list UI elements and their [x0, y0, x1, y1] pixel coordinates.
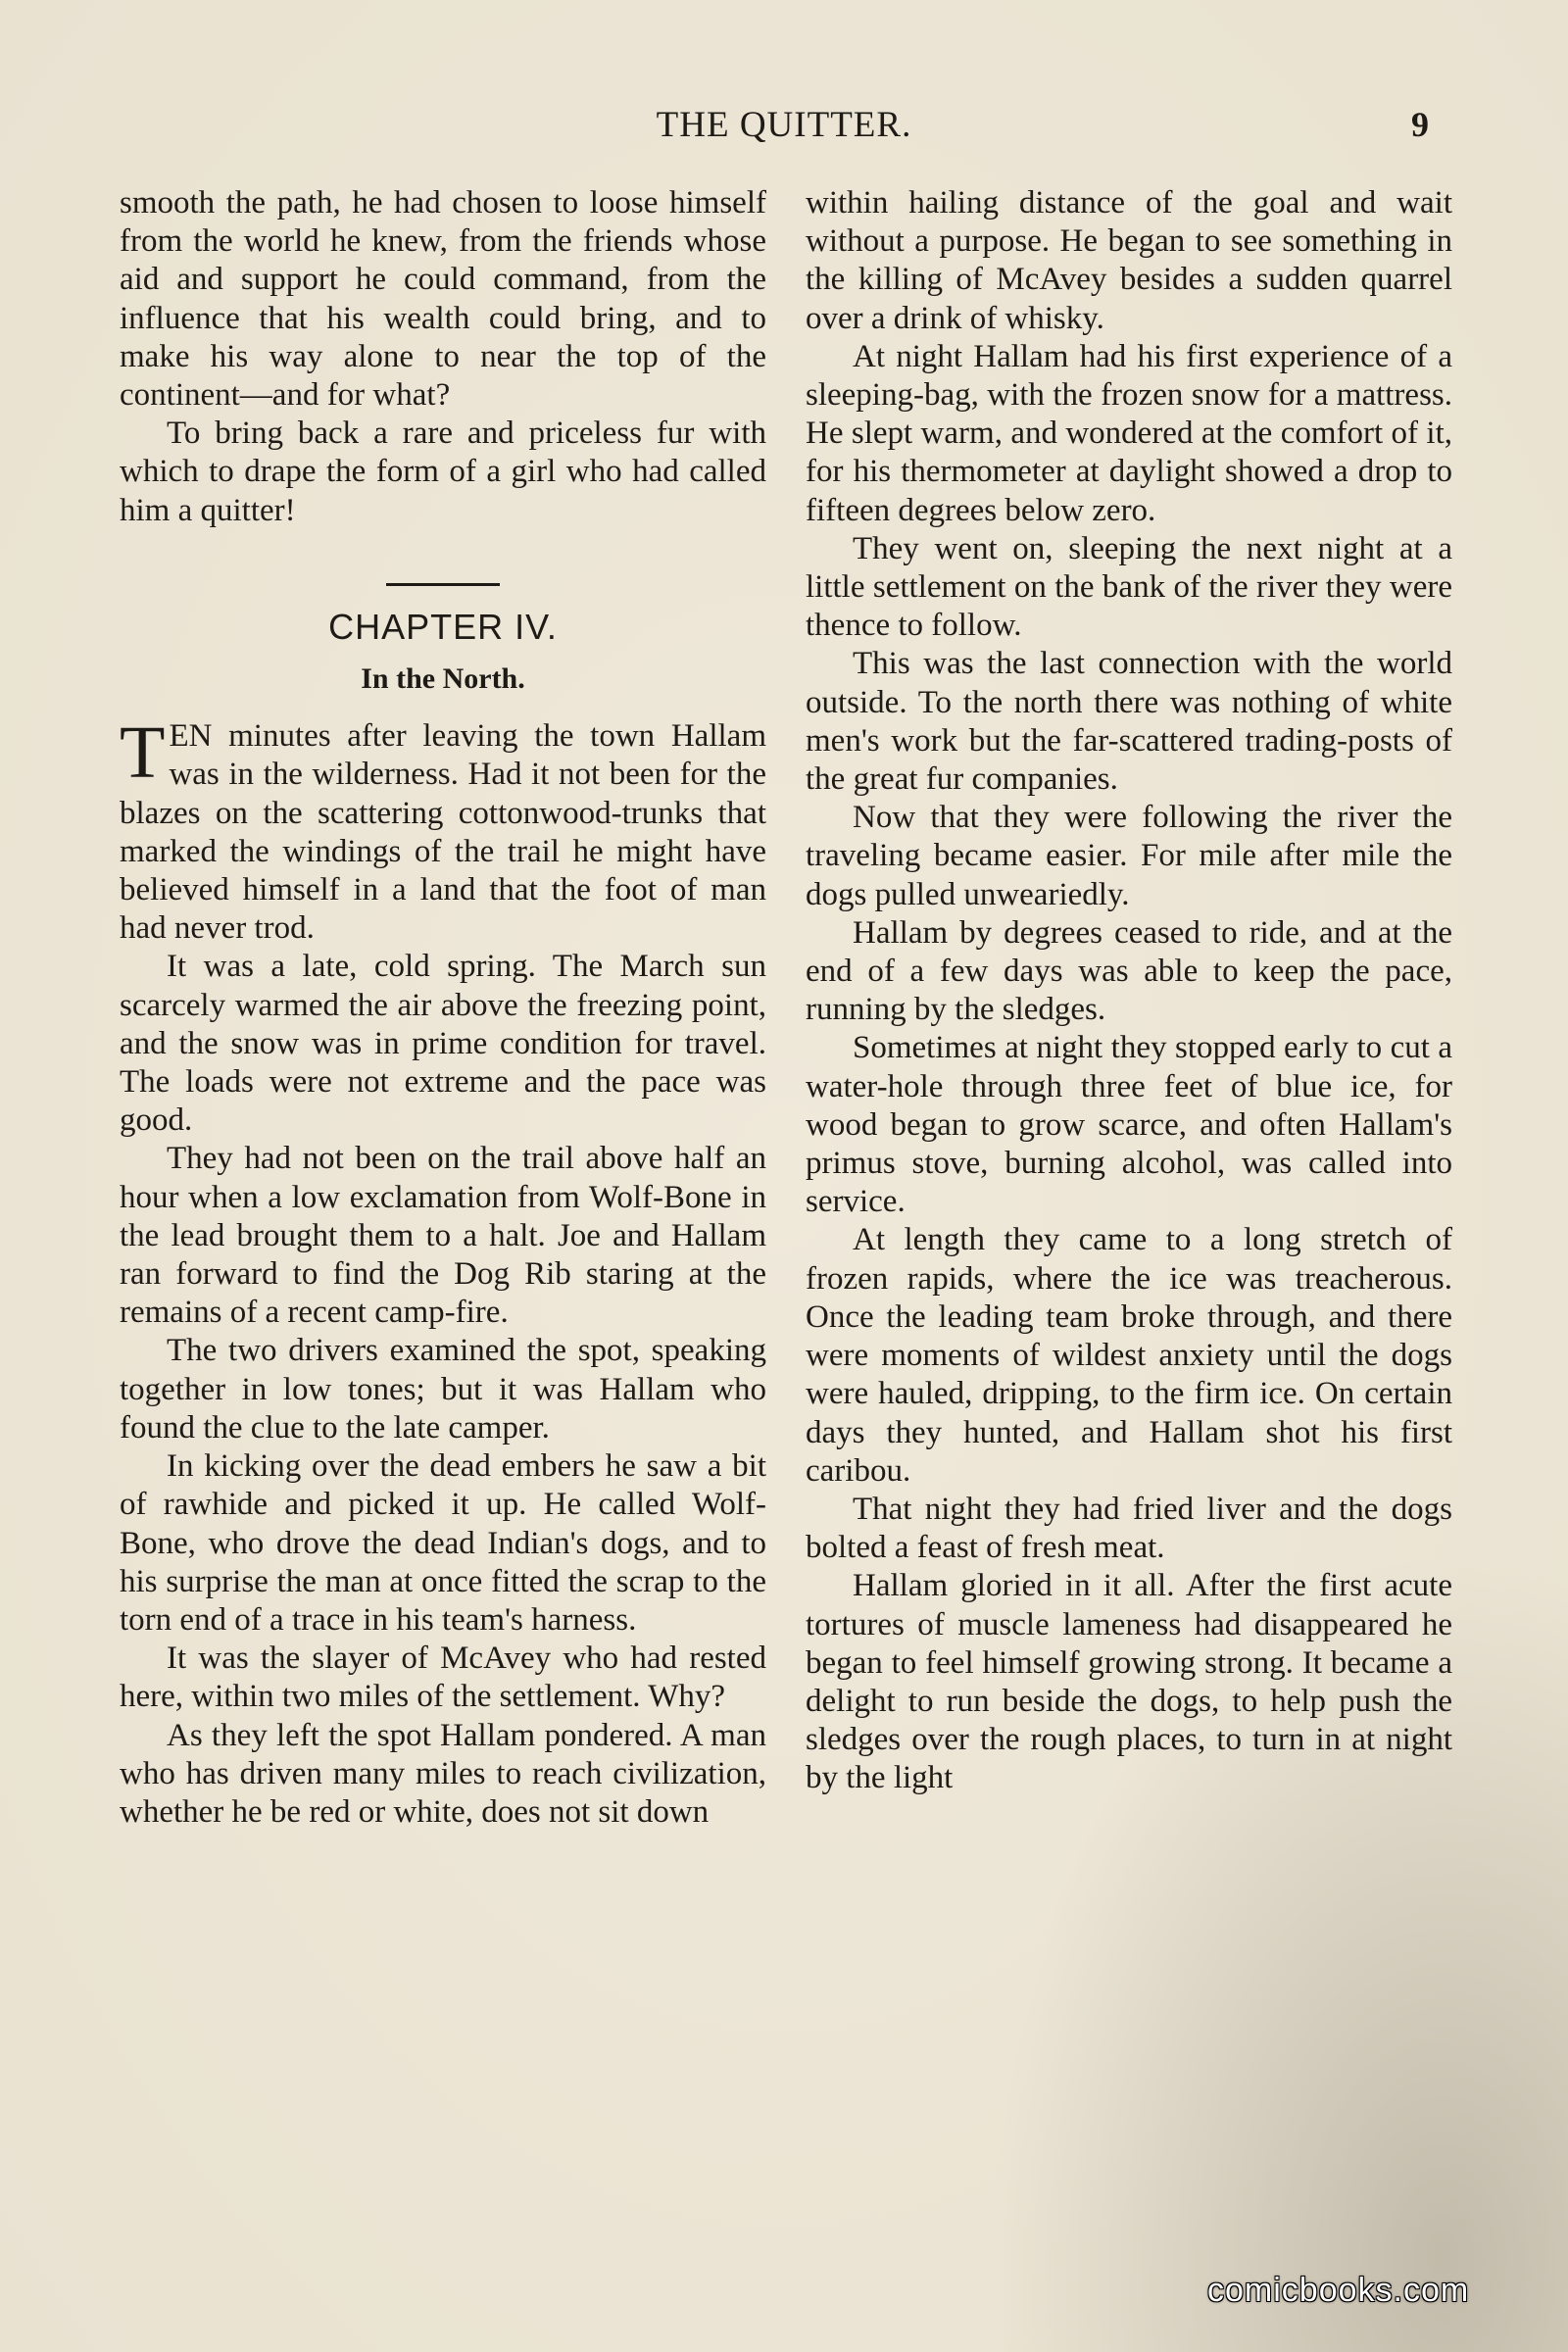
- chapter-subtitle: In the North.: [361, 662, 525, 696]
- left-column: [120, 184, 766, 1832]
- paragraph: Sometimes at night they stopped early to cut a water-hole through three feet of blue ice, for wood began to grow scarce, and often Hallam's primus stove, burning alcohol, was called into service.: [806, 1030, 1452, 1220]
- paragraph: This was the last connection with the world outside. To the north there was nothing of white men's work but the far-scattered trading-posts of the great fur companies.: [806, 646, 1452, 798]
- paragraph: It was the slayer of McAvey who had rested here, within two miles of the settlement. Why?: [120, 1641, 766, 1715]
- paragraph: At length they came to a long stretch of frozen rapids, where the ice was treacherous. Once the leading team broke through, and there were moments of wildest anxiety until the dogs were hauled, dripping, to the firm ice. On certain days they hunted, and Hallam shot his first caribou.: [806, 1222, 1452, 1489]
- paragraph: Hallam by degrees ceased to ride, and at the end of a few days was able to keep the pace, running by the sledges.: [806, 914, 1452, 1028]
- paragraph: Now that they were following the river the traveling became easier. For mile after mile the dogs pulled unweariedly.: [806, 800, 1452, 912]
- paragraph: To bring back a rare and priceless fur with which to drape the form of a girl who had called him a quitter!: [120, 416, 766, 528]
- chapter-title: CHAPTER IV.: [328, 606, 558, 647]
- paragraph: They went on, sleeping the next night at a little settlement on the bank of the river they were thence to follow.: [806, 530, 1452, 644]
- paragraph: The two drivers examined the spot, speaking together in low tones; but it was Hallam who found the clue to the late camper.: [120, 1333, 766, 1446]
- drop-cap: T: [120, 711, 166, 795]
- page-number: 9: [1411, 105, 1429, 144]
- paragraph: That night they had fried liver and the dogs bolted a feast of fresh meat.: [806, 1491, 1452, 1566]
- paragraph-text: EN minutes after leaving the town Hallam was in the wilderness. Had it not been for the blazes on the scattering cottonwood-trunks that marked the windings of the trail he might have believed himself in a land that the foot of man had never trod.: [120, 718, 766, 947]
- paragraph: smooth the path, he had chosen to loose himself from the world he knew, from the friends whose aid and support he could command, from the influence that his wealth could bring, and to make his way alone to near the top of the continent—and for what?: [120, 185, 766, 414]
- paragraph: Hallam gloried in it all. After the first acute tortures of muscle lameness had disappeared he began to feel himself growing strong. It became a delight to run beside the dogs, to help push the sledges over the rough places, to turn in at night by the light: [806, 1568, 1452, 1796]
- paragraph: At night Hallam had his first experience of a sleeping-bag, with the frozen snow for a mattress. He slept warm, and wondered at the comfort of it, for his thermometer at daylight showed a drop to fifteen degrees below zero.: [806, 338, 1452, 528]
- paragraph: In kicking over the dead embers he saw a bit of rawhide and picked it up. He called Wolf-Bone, who drove the dead Indian's dogs, and to his surprise the man at once fitted the scrap to the torn end of a trace in his team's harness.: [120, 1448, 766, 1638]
- running-title: THE QUITTER.: [656, 105, 912, 145]
- paragraph: As they left the spot Hallam pondered. A man who has driven many miles to reach civilization, whether he be red or white, does not sit down: [120, 1717, 766, 1830]
- right-column: [806, 184, 1452, 1798]
- paragraph-with-dropcap: [120, 711, 766, 948]
- paragraph: They had not been on the trail above half an hour when a low exclamation from Wolf-Bone in the lead brought them to a halt. Joe and Hallam ran forward to find the Dog Rib staring at the remains of a recent camp-fire.: [120, 1141, 766, 1331]
- section-divider: [386, 583, 500, 586]
- paragraph: within hailing distance of the goal and wait without a purpose. He began to see something in the killing of McAvey besides a sudden quarrel over a drink of whisky.: [806, 185, 1452, 336]
- paragraph: It was a late, cold spring. The March sun scarcely warmed the air above the freezing point, and the snow was in prime condition for travel. The loads were not extreme and the pace was good.: [120, 949, 766, 1139]
- site-watermark: comicbooks.com: [1207, 2272, 1470, 2309]
